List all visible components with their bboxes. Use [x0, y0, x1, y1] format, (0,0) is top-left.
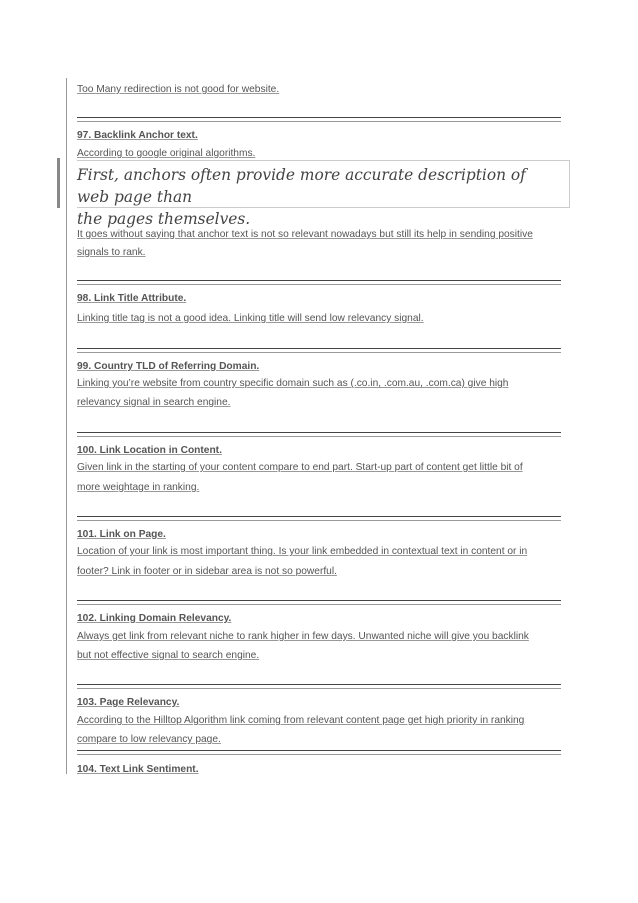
section-heading: 100. Link Location in Content. — [77, 445, 222, 456]
section-heading: 98. Link Title Attribute. — [77, 293, 187, 304]
section-heading: 103. Page Relevancy. — [77, 697, 180, 708]
quote-text — [77, 164, 561, 230]
section-body-line: Always get link from relevant niche to rank higher in few days. Unwanted niche will give you backlink — [77, 631, 529, 642]
divider — [77, 520, 561, 521]
section-body-line: footer? Link in footer or in sidebar area is not so powerful. — [77, 566, 337, 577]
section-body-line: compare to low relevancy page. — [77, 734, 221, 745]
section-97-subtext: According to google original algorithms. — [77, 148, 256, 159]
divider — [77, 754, 561, 755]
quote-line-2: the pages themselves. — [77, 210, 251, 228]
section-body-line: more weightage in ranking. — [77, 482, 200, 493]
divider — [77, 121, 561, 122]
section-97-heading: 97. Backlink Anchor text. — [77, 130, 198, 141]
section-97-body-line-2: signals to rank. — [77, 247, 146, 258]
section-body-line: Given link in the starting of your content compare to end part. Start-up part of content get little bit of — [77, 462, 523, 473]
section-body-line: relevancy signal in search engine. — [77, 397, 231, 408]
section-body-line: According to the Hilltop Algorithm link coming from relevant content page get high priority in ranking — [77, 715, 525, 726]
section-body-line: Location of your link is most important thing. Is your link embedded in contextual text in content or in — [77, 546, 528, 557]
section-heading: 99. Country TLD of Referring Domain. — [77, 361, 260, 372]
divider — [77, 600, 561, 601]
divider — [77, 117, 561, 118]
section-heading: 104. Text Link Sentiment. — [77, 764, 199, 775]
divider — [77, 432, 561, 433]
divider — [77, 280, 561, 281]
divider — [77, 688, 561, 689]
divider — [77, 604, 561, 605]
section-body-line: Linking you’re website from country specific domain such as (.co.in, .com.au, .com.ca) give high — [77, 378, 509, 389]
divider — [77, 436, 561, 437]
intro-text: Too Many redirection is not good for website. — [77, 84, 280, 95]
quote-marker-bar — [57, 158, 60, 208]
left-margin-rule — [66, 78, 67, 774]
divider — [77, 516, 561, 517]
section-body-line: but not effective signal to search engine. — [77, 650, 260, 661]
divider — [77, 348, 561, 349]
divider — [77, 352, 561, 353]
divider — [77, 684, 561, 685]
section-heading: 102. Linking Domain Relevancy. — [77, 613, 232, 624]
section-heading: 101. Link on Page. — [77, 529, 166, 540]
divider — [77, 284, 561, 285]
section-body-line: Linking title tag is not a good idea. Linking title will send low relevancy signal. — [77, 313, 424, 324]
quote-line-1: First, anchors often provide more accurate description of web page than — [77, 166, 526, 206]
divider — [77, 750, 561, 751]
section-97-body-line-1: It goes without saying that anchor text is not so relevant nowadays but still its help in sending positive — [77, 229, 533, 240]
